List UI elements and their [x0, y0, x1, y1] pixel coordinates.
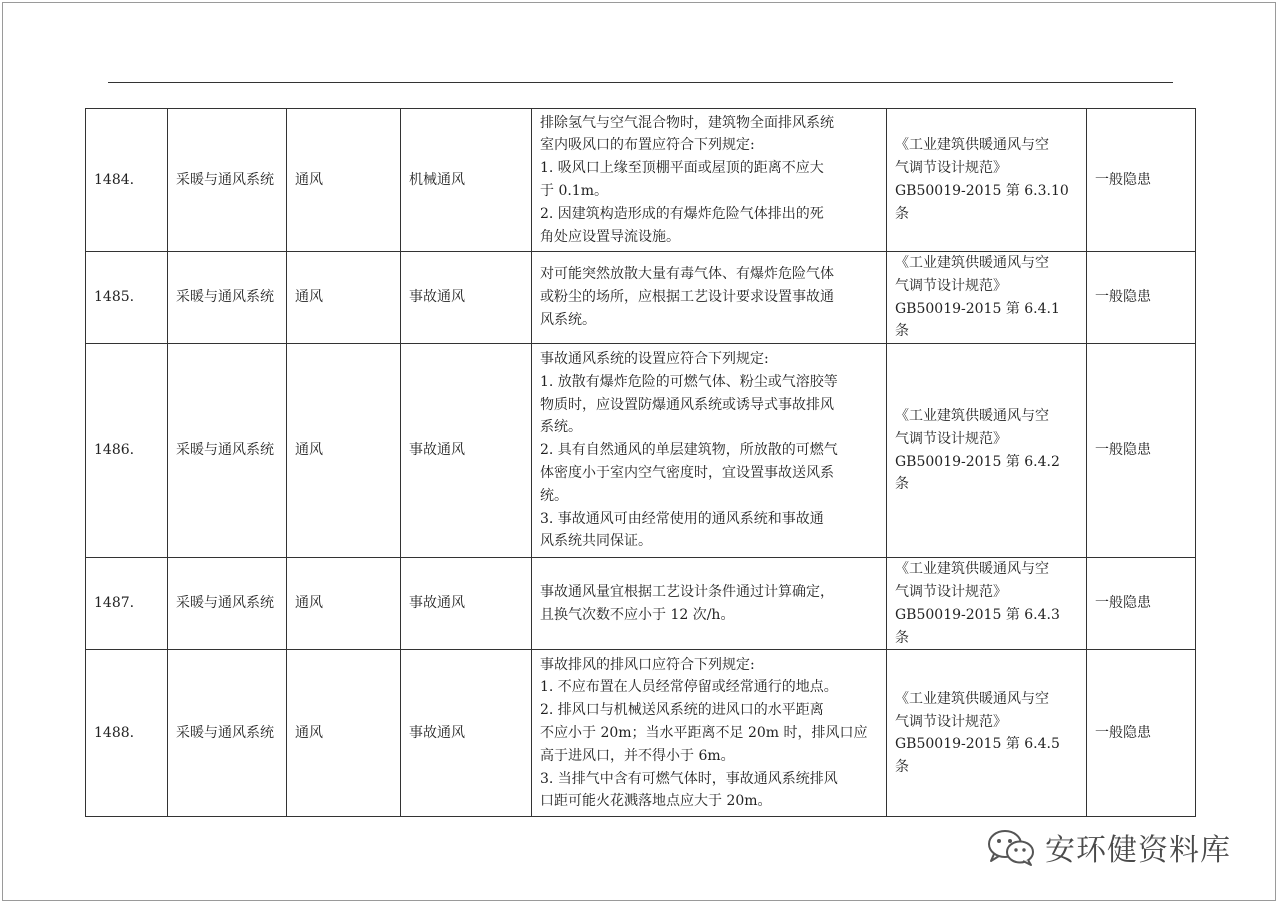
requirement-line: 2. 排风口与机械送风系统的进风口的水平距离: [540, 702, 824, 719]
basis-line: 《工业建筑供暖通风与空: [895, 690, 1049, 707]
item-cell: 事故通风: [401, 650, 532, 817]
basis-line: 气调节设计规范》: [895, 277, 1007, 294]
row-number-cell: 1488.: [86, 650, 168, 817]
requirement-cell: [532, 109, 887, 252]
requirement-line: 或粉尘的场所，应根据工艺设计要求设置事故通: [540, 289, 834, 306]
item-cell: 事故通风: [401, 344, 532, 558]
wechat-icon: [985, 827, 1037, 867]
basis-cell: [887, 252, 1087, 344]
hazard-level-cell: 一般隐患: [1087, 252, 1196, 344]
basis-line: 《工业建筑供暖通风与空: [895, 561, 1049, 578]
requirement-line: 1. 不应布置在人员经常停留或经常通行的地点。: [540, 679, 838, 696]
requirement-line: 物质时，应设置防爆通风系统或诱导式事故排风: [540, 396, 834, 413]
requirement-line: 3. 当排气中含有可燃气体时，事故通风系统排风: [540, 770, 838, 787]
basis-line: GB50019-2015 第 6.4.5 条: [895, 736, 1060, 776]
requirement-line: 事故通风量宜根据工艺设计条件通过计算确定，: [540, 583, 834, 600]
category-cell: 采暖与通风系统: [168, 344, 287, 558]
requirement-line: 事故排风的排风口应符合下列规定:: [540, 656, 755, 673]
requirement-line: 口距可能火花溅落地点应大于 20m。: [540, 793, 772, 810]
table-row: [86, 252, 1196, 344]
basis-line: GB50019-2015 第 6.3.10 条: [895, 183, 1069, 222]
requirement-line: 室内吸风口的布置应符合下列规定:: [540, 137, 755, 154]
requirement-line: 高于进风口，并不得小于 6m。: [540, 747, 735, 764]
basis-line: GB50019-2015 第 6.4.2 条: [895, 453, 1060, 493]
basis-line: 气调节设计规范》: [895, 713, 1007, 730]
basis-line: 气调节设计规范》: [895, 430, 1007, 447]
hazard-level-cell: 一般隐患: [1087, 650, 1196, 817]
requirement-line: 统。: [540, 487, 568, 504]
basis-line: GB50019-2015 第 6.4.1 条: [895, 300, 1060, 340]
basis-cell: [887, 109, 1087, 252]
requirement-line: 体密度小于室内空气密度时，宜设置事故送风系: [540, 465, 834, 482]
subcategory-cell: 通风: [287, 558, 401, 650]
basis-cell: [887, 558, 1087, 650]
row-number-cell: 1486.: [86, 344, 168, 558]
table-row: [86, 109, 1196, 252]
table-body: [86, 109, 1196, 817]
item-cell: 事故通风: [401, 252, 532, 344]
table-row: [86, 344, 1196, 558]
requirement-line: 于 0.1m。: [540, 183, 608, 199]
hazard-level-cell: 一般隐患: [1087, 109, 1196, 252]
hazard-level-cell: 一般隐患: [1087, 558, 1196, 650]
requirement-line: 角处应设置导流设施。: [540, 228, 680, 245]
requirement-line: 风系统共同保证。: [540, 533, 652, 550]
category-cell: 采暖与通风系统: [168, 650, 287, 817]
requirement-line: 不应小于 20m；当水平距离不足 20m 时，排风口应: [540, 724, 868, 741]
table-row: [86, 558, 1196, 650]
category-cell: 采暖与通风系统: [168, 558, 287, 650]
basis-cell: [887, 344, 1087, 558]
subcategory-cell: 通风: [287, 109, 401, 252]
requirement-line: 排除氢气与空气混合物时，建筑物全面排风系统: [540, 114, 834, 131]
watermark: [985, 822, 1231, 872]
item-cell: 事故通风: [401, 558, 532, 650]
row-number-cell: 1484.: [86, 109, 168, 252]
basis-cell: [887, 650, 1087, 817]
requirement-line: 事故通风系统的设置应符合下列规定:: [540, 351, 769, 368]
basis-line: 《工业建筑供暖通风与空: [895, 137, 1049, 154]
header-rule: [108, 82, 1173, 83]
row-number-cell: 1485.: [86, 252, 168, 344]
category-cell: 采暖与通风系统: [168, 109, 287, 252]
item-cell: 机械通风: [401, 109, 532, 252]
requirement-line: 3. 事故通风可由经常使用的通风系统和事故通: [540, 510, 824, 527]
basis-line: 气调节设计规范》: [895, 160, 1007, 177]
requirement-line: 2. 因建筑构造形成的有爆炸危险气体排出的死: [540, 205, 824, 222]
requirement-line: 风系统。: [540, 311, 596, 328]
requirement-cell: [532, 344, 887, 558]
hazard-level-cell: 一般隐患: [1087, 344, 1196, 558]
requirement-cell: [532, 252, 887, 344]
row-number-cell: 1487.: [86, 558, 168, 650]
requirement-line: 系统。: [540, 419, 582, 436]
subcategory-cell: 通风: [287, 252, 401, 344]
requirement-line: 2. 具有自然通风的单层建筑物，所放散的可燃气: [540, 442, 838, 459]
hazard-table: [85, 108, 1196, 817]
basis-line: 《工业建筑供暖通风与空: [895, 255, 1049, 271]
subcategory-cell: 通风: [287, 344, 401, 558]
requirement-line: 1. 吸风口上缘至顶棚平面或屋顶的距离不应大: [540, 160, 824, 177]
basis-line: GB50019-2015 第 6.4.3 条: [895, 606, 1060, 646]
category-cell: 采暖与通风系统: [168, 252, 287, 344]
requirement-line: 对可能突然放散大量有毒气体、有爆炸危险气体: [540, 266, 834, 283]
requirement-cell: [532, 558, 887, 650]
table-row: [86, 650, 1196, 817]
basis-line: 气调节设计规范》: [895, 583, 1007, 600]
requirement-line: 且换气次数不应小于 12 次/h。: [540, 606, 735, 623]
subcategory-cell: 通风: [287, 650, 401, 817]
requirement-line: 1. 放散有爆炸危险的可燃气体、粉尘或气溶胶等: [540, 373, 838, 390]
watermark-text: 安环健资料库: [1045, 833, 1231, 868]
basis-line: 《工业建筑供暖通风与空: [895, 408, 1049, 425]
requirement-cell: [532, 650, 887, 817]
